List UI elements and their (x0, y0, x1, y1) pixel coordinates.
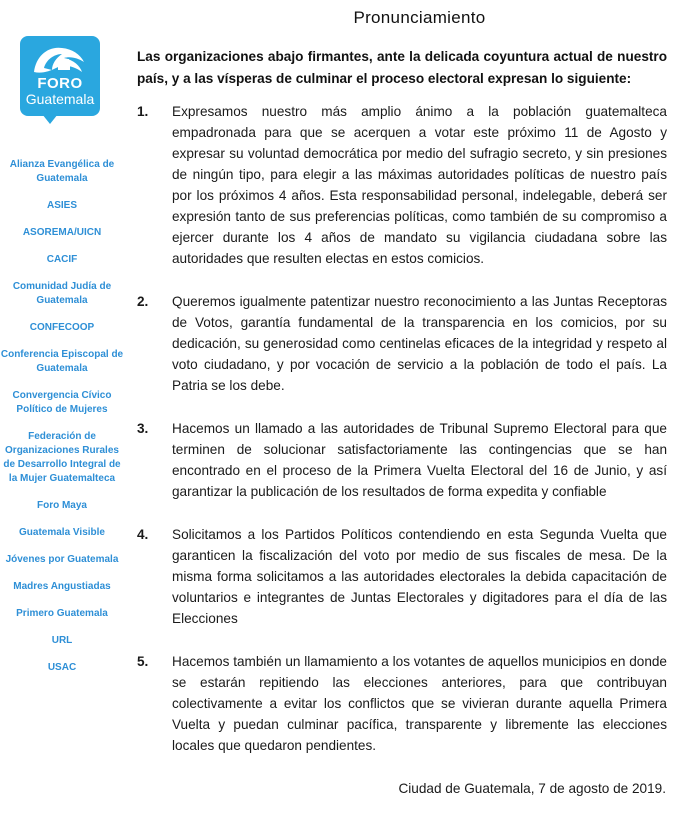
point-number: 2. (137, 294, 149, 309)
point-number: 4. (137, 527, 149, 542)
org-item[interactable]: ASIES (46, 200, 77, 211)
page-title (0, 8, 699, 28)
org-item[interactable]: Foro Maya (36, 500, 87, 511)
sidebar (0, 36, 124, 688)
org-item[interactable]: USAC (47, 662, 77, 673)
organization-list (0, 158, 124, 675)
point-item (137, 291, 667, 396)
page-title-text: Pronunciamiento (353, 8, 486, 27)
point-text: Solicitamos a los Partidos Políticos contendiendo en esta Segunda Vuelta que garanticen la fiscalización del voto por medio de sus fiscales de mesa. De la misma forma solicitamos a las autoridades electorales la debida capacitación de voluntarios e integrantes de Juntas Electorales y digitadores para el día de las Elecciones (172, 527, 667, 626)
point-item (137, 418, 667, 502)
logo-text-foro: FORO (37, 75, 83, 92)
org-item[interactable]: Alianza Evangélica de Guatemala (9, 159, 115, 184)
org-item[interactable]: URL (51, 635, 73, 646)
org-item[interactable]: CACIF (46, 254, 78, 265)
point-item (137, 651, 667, 756)
point-number: 5. (137, 654, 149, 669)
org-item[interactable]: ASOREMA/UICN (22, 227, 102, 238)
point-number: 3. (137, 421, 149, 436)
org-item[interactable]: Conferencia Episcopal de Guatemala (0, 349, 124, 374)
org-item[interactable]: Convergencia Cívico Político de Mujeres (12, 390, 112, 415)
point-text: Expresamos nuestro más amplio ánimo a la población guatemalteca empadronada para que se acerquen a votar este próximo 11 de Agosto y expresar su voluntad democrática por medio del sufragio secreto, y sin presiones de ningún tipo, para elegir a las máximas autoridades políticas de nuestro país por los próximos 4 años. Esta responsabilidad personal, indelegable, deberá ser expresión tanto de sus preferencias políticas, como también de su compromiso a ejercer durante los 4 años de mandato su vigilancia ciudadana sobre las autoridades que resulten electas en estos comicios. (172, 104, 667, 266)
logo-speech-tail (42, 114, 58, 124)
point-text: Queremos igualmente patentizar nuestro reconocimiento a las Juntas Receptoras de Votos, garantía fundamental de la transparencia en los comicios, por su dedicación, su generosidad como centinelas eficaces de la integridad y respeto al voto ciudadano, y por vocación de servicio a la población de todo el país. La Patria se los debe. (172, 294, 667, 393)
org-item[interactable]: Primero Guatemala (16, 608, 108, 619)
foro-guatemala-logo (20, 36, 100, 124)
quetzal-wave-icon (30, 42, 90, 78)
point-item (137, 101, 667, 269)
logo-text-guatemala: Guatemala (25, 91, 95, 107)
org-item[interactable]: Federación de Organizaciones Rurales de Desarrollo Integral de la Mujer Guatemalteca (3, 431, 121, 484)
point-item (137, 524, 667, 629)
point-number: 1. (137, 104, 149, 119)
org-item[interactable]: Jóvenes por Guatemala (5, 554, 119, 565)
point-text: Hacemos un llamado a las autoridades de Tribunal Supremo Electoral para que terminen de solucionar satisfactoriamente las contingencias que se han encontrado en el proceso de la Primera Vuelta Electoral del 16 de Junio, y así garantizar la publicación de los resultados de forma expedita y confiable (172, 421, 667, 499)
points-list (137, 101, 667, 756)
org-item[interactable]: Guatemala Visible (19, 527, 105, 538)
org-item[interactable]: Madres Angustiadas (13, 581, 111, 592)
signoff-date: Ciudad de Guatemala, 7 de agosto de 2019. (398, 781, 666, 796)
org-item[interactable]: Comunidad Judía de Guatemala (12, 281, 112, 306)
org-item[interactable]: CONFECOOP (29, 322, 95, 333)
intro-paragraph: Las organizaciones abajo firmantes, ante la delicada coyuntura actual de nuestro país, y a las vísperas de culminar el proceso electoral expresan lo siguiente: (137, 49, 667, 86)
point-text: Hacemos también un llamamiento a los votantes de aquellos municipios en donde se estarán repitiendo las elecciones anteriores, para que contribuyan colectivamente a evitar los conflictos que se vivieran durante aquella Primera Vuelta y puedan culminar pacífica, transparente y libremente las elecciones locales que quedaron pendientes. (172, 654, 667, 753)
